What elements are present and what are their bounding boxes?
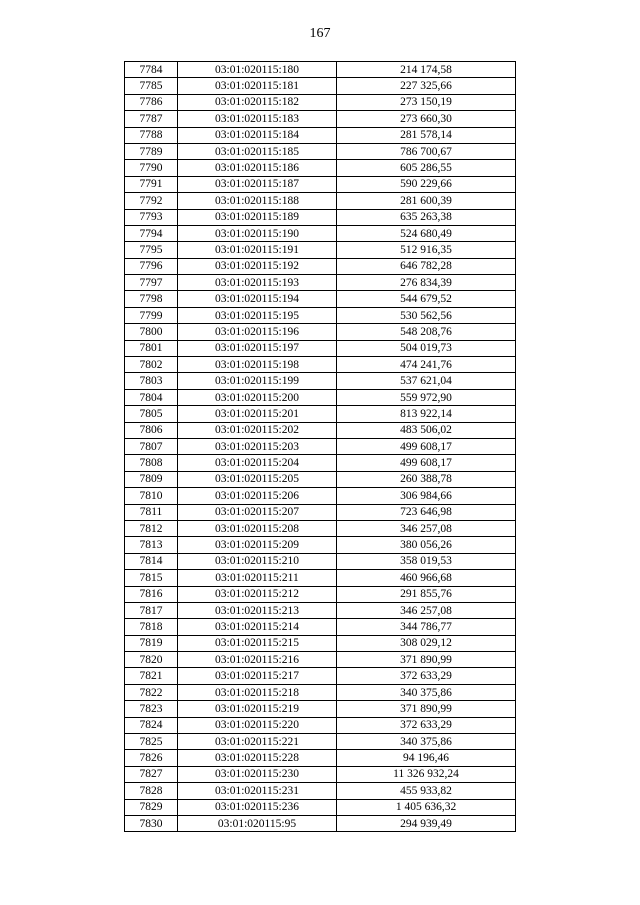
table-row — [125, 127, 516, 143]
cadastral-number-cell: 03:01:020115:192 — [178, 258, 337, 274]
table-row — [125, 176, 516, 192]
row-number-cell: 7794 — [125, 225, 178, 241]
cadastral-number-cell: 03:01:020115:187 — [178, 176, 337, 192]
cadastral-number-cell: 03:01:020115:219 — [178, 701, 337, 717]
cadastral-value-cell: 504 019,73 — [337, 340, 516, 356]
cadastral-number-cell: 03:01:020115:200 — [178, 389, 337, 405]
row-number-cell: 7800 — [125, 324, 178, 340]
cadastral-value-cell: 559 972,90 — [337, 389, 516, 405]
row-number-cell: 7824 — [125, 717, 178, 733]
cadastral-value-cell: 371 890,99 — [337, 652, 516, 668]
cadastral-number-cell: 03:01:020115:205 — [178, 471, 337, 487]
cadastral-value-cell: 380 056,26 — [337, 537, 516, 553]
row-number-cell: 7804 — [125, 389, 178, 405]
cadastral-number-cell: 03:01:020115:181 — [178, 78, 337, 94]
table-row — [125, 783, 516, 799]
table-row — [125, 94, 516, 110]
row-number-cell: 7805 — [125, 406, 178, 422]
table-row — [125, 111, 516, 127]
row-number-cell: 7830 — [125, 815, 178, 831]
table-row — [125, 750, 516, 766]
row-number-cell: 7826 — [125, 750, 178, 766]
table-row — [125, 209, 516, 225]
table-row — [125, 193, 516, 209]
cadastral-number-cell: 03:01:020115:228 — [178, 750, 337, 766]
table-row — [125, 537, 516, 553]
row-number-cell: 7789 — [125, 143, 178, 159]
cadastral-number-cell: 03:01:020115:182 — [178, 94, 337, 110]
cadastral-value-cell: 460 966,68 — [337, 570, 516, 586]
cadastral-value-cell: 635 263,38 — [337, 209, 516, 225]
row-number-cell: 7814 — [125, 553, 178, 569]
cadastral-number-cell: 03:01:020115:95 — [178, 815, 337, 831]
table-row — [125, 242, 516, 258]
cadastral-value-cell: 294 939,49 — [337, 815, 516, 831]
cadastral-number-cell: 03:01:020115:189 — [178, 209, 337, 225]
row-number-cell: 7801 — [125, 340, 178, 356]
row-number-cell: 7817 — [125, 602, 178, 618]
cadastral-number-cell: 03:01:020115:184 — [178, 127, 337, 143]
cadastral-number-cell: 03:01:020115:216 — [178, 652, 337, 668]
cadastral-number-cell: 03:01:020115:185 — [178, 143, 337, 159]
table-row — [125, 635, 516, 651]
cadastral-number-cell: 03:01:020115:201 — [178, 406, 337, 422]
row-number-cell: 7786 — [125, 94, 178, 110]
table-row — [125, 553, 516, 569]
cadastral-value-cell: 340 375,86 — [337, 734, 516, 750]
cadastral-value-cell: 499 608,17 — [337, 455, 516, 471]
cadastral-value-cell: 308 029,12 — [337, 635, 516, 651]
table-row — [125, 373, 516, 389]
table-row — [125, 340, 516, 356]
cadastral-number-cell: 03:01:020115:212 — [178, 586, 337, 602]
row-number-cell: 7798 — [125, 291, 178, 307]
cadastral-value-cell: 499 608,17 — [337, 438, 516, 454]
cadastral-value-cell: 372 633,29 — [337, 668, 516, 684]
row-number-cell: 7791 — [125, 176, 178, 192]
table-row — [125, 160, 516, 176]
table-row — [125, 734, 516, 750]
cadastral-number-cell: 03:01:020115:188 — [178, 193, 337, 209]
cadastral-value-cell: 273 150,19 — [337, 94, 516, 110]
cadastral-value-cell: 340 375,86 — [337, 684, 516, 700]
cadastral-value-cell: 371 890,99 — [337, 701, 516, 717]
cadastral-number-cell: 03:01:020115:193 — [178, 275, 337, 291]
cadastral-value-table — [124, 61, 516, 832]
table-row — [125, 357, 516, 373]
row-number-cell: 7812 — [125, 520, 178, 536]
cadastral-value-cell: 813 922,14 — [337, 406, 516, 422]
table-row — [125, 815, 516, 831]
table-row — [125, 668, 516, 684]
table-row — [125, 701, 516, 717]
cadastral-number-cell: 03:01:020115:214 — [178, 619, 337, 635]
cadastral-value-cell: 276 834,39 — [337, 275, 516, 291]
row-number-cell: 7784 — [125, 62, 178, 78]
row-number-cell: 7818 — [125, 619, 178, 635]
row-number-cell: 7797 — [125, 275, 178, 291]
table-row — [125, 324, 516, 340]
cadastral-number-cell: 03:01:020115:199 — [178, 373, 337, 389]
table-row — [125, 766, 516, 782]
cadastral-value-cell: 346 257,08 — [337, 602, 516, 618]
row-number-cell: 7785 — [125, 78, 178, 94]
row-number-cell: 7828 — [125, 783, 178, 799]
cadastral-number-cell: 03:01:020115:213 — [178, 602, 337, 618]
table-row — [125, 520, 516, 536]
row-number-cell: 7803 — [125, 373, 178, 389]
cadastral-number-cell: 03:01:020115:202 — [178, 422, 337, 438]
cadastral-value-cell: 786 700,67 — [337, 143, 516, 159]
cadastral-value-cell: 530 562,56 — [337, 307, 516, 323]
cadastral-value-cell: 358 019,53 — [337, 553, 516, 569]
cadastral-value-cell: 455 933,82 — [337, 783, 516, 799]
cadastral-number-cell: 03:01:020115:195 — [178, 307, 337, 323]
cadastral-value-cell: 281 600,39 — [337, 193, 516, 209]
cadastral-number-cell: 03:01:020115:209 — [178, 537, 337, 553]
cadastral-number-cell: 03:01:020115:204 — [178, 455, 337, 471]
row-number-cell: 7790 — [125, 160, 178, 176]
cadastral-value-cell: 291 855,76 — [337, 586, 516, 602]
cadastral-value-cell: 273 660,30 — [337, 111, 516, 127]
cadastral-value-cell: 483 506,02 — [337, 422, 516, 438]
table-body — [125, 62, 516, 832]
row-number-cell: 7820 — [125, 652, 178, 668]
cadastral-value-cell: 548 208,76 — [337, 324, 516, 340]
table-row — [125, 406, 516, 422]
table-row — [125, 717, 516, 733]
cadastral-number-cell: 03:01:020115:197 — [178, 340, 337, 356]
row-number-cell: 7799 — [125, 307, 178, 323]
table-row — [125, 438, 516, 454]
row-number-cell: 7821 — [125, 668, 178, 684]
table-row — [125, 488, 516, 504]
row-number-cell: 7792 — [125, 193, 178, 209]
row-number-cell: 7819 — [125, 635, 178, 651]
cadastral-value-cell: 524 680,49 — [337, 225, 516, 241]
row-number-cell: 7813 — [125, 537, 178, 553]
cadastral-value-cell: 260 388,78 — [337, 471, 516, 487]
cadastral-value-cell: 512 916,35 — [337, 242, 516, 258]
cadastral-value-cell: 544 679,52 — [337, 291, 516, 307]
table-row — [125, 258, 516, 274]
cadastral-number-cell: 03:01:020115:183 — [178, 111, 337, 127]
cadastral-number-cell: 03:01:020115:207 — [178, 504, 337, 520]
cadastral-number-cell: 03:01:020115:203 — [178, 438, 337, 454]
table-row — [125, 389, 516, 405]
cadastral-number-cell: 03:01:020115:211 — [178, 570, 337, 586]
row-number-cell: 7806 — [125, 422, 178, 438]
cadastral-number-cell: 03:01:020115:215 — [178, 635, 337, 651]
cadastral-number-cell: 03:01:020115:217 — [178, 668, 337, 684]
row-number-cell: 7825 — [125, 734, 178, 750]
table-row — [125, 143, 516, 159]
table-row — [125, 291, 516, 307]
table-row — [125, 619, 516, 635]
row-number-cell: 7788 — [125, 127, 178, 143]
table-row — [125, 275, 516, 291]
row-number-cell: 7807 — [125, 438, 178, 454]
table-row — [125, 652, 516, 668]
row-number-cell: 7816 — [125, 586, 178, 602]
cadastral-number-cell: 03:01:020115:231 — [178, 783, 337, 799]
row-number-cell: 7808 — [125, 455, 178, 471]
cadastral-value-cell: 214 174,58 — [337, 62, 516, 78]
cadastral-number-cell: 03:01:020115:191 — [178, 242, 337, 258]
table-row — [125, 422, 516, 438]
cadastral-value-cell: 346 257,08 — [337, 520, 516, 536]
table-row — [125, 455, 516, 471]
cadastral-number-cell: 03:01:020115:236 — [178, 799, 337, 815]
table-row — [125, 586, 516, 602]
cadastral-number-cell: 03:01:020115:221 — [178, 734, 337, 750]
table-row — [125, 602, 516, 618]
row-number-cell: 7787 — [125, 111, 178, 127]
cadastral-value-cell: 372 633,29 — [337, 717, 516, 733]
cadastral-value-cell: 590 229,66 — [337, 176, 516, 192]
cadastral-value-cell: 537 621,04 — [337, 373, 516, 389]
cadastral-number-cell: 03:01:020115:198 — [178, 357, 337, 373]
page-number: 167 — [309, 26, 331, 41]
cadastral-value-cell: 344 786,77 — [337, 619, 516, 635]
cadastral-number-cell: 03:01:020115:186 — [178, 160, 337, 176]
cadastral-number-cell: 03:01:020115:210 — [178, 553, 337, 569]
cadastral-number-cell: 03:01:020115:180 — [178, 62, 337, 78]
table-row — [125, 570, 516, 586]
row-number-cell: 7809 — [125, 471, 178, 487]
table-row — [125, 78, 516, 94]
row-number-cell: 7810 — [125, 488, 178, 504]
row-number-cell: 7823 — [125, 701, 178, 717]
table-row — [125, 684, 516, 700]
row-number-cell: 7822 — [125, 684, 178, 700]
table-row — [125, 307, 516, 323]
cadastral-value-cell: 1 405 636,32 — [337, 799, 516, 815]
cadastral-value-cell: 605 286,55 — [337, 160, 516, 176]
row-number-cell: 7815 — [125, 570, 178, 586]
table-row — [125, 504, 516, 520]
cadastral-number-cell: 03:01:020115:206 — [178, 488, 337, 504]
table-row — [125, 471, 516, 487]
table-row — [125, 225, 516, 241]
cadastral-value-cell: 306 984,66 — [337, 488, 516, 504]
row-number-cell: 7802 — [125, 357, 178, 373]
cadastral-value-cell: 281 578,14 — [337, 127, 516, 143]
cadastral-number-cell: 03:01:020115:230 — [178, 766, 337, 782]
cadastral-value-cell: 646 782,28 — [337, 258, 516, 274]
cadastral-number-cell: 03:01:020115:218 — [178, 684, 337, 700]
cadastral-number-cell: 03:01:020115:220 — [178, 717, 337, 733]
cadastral-number-cell: 03:01:020115:208 — [178, 520, 337, 536]
row-number-cell: 7796 — [125, 258, 178, 274]
table-row — [125, 799, 516, 815]
cadastral-number-cell: 03:01:020115:194 — [178, 291, 337, 307]
row-number-cell: 7793 — [125, 209, 178, 225]
cadastral-value-cell: 11 326 932,24 — [337, 766, 516, 782]
row-number-cell: 7795 — [125, 242, 178, 258]
table-row — [125, 62, 516, 78]
cadastral-value-cell: 227 325,66 — [337, 78, 516, 94]
cadastral-number-cell: 03:01:020115:190 — [178, 225, 337, 241]
row-number-cell: 7827 — [125, 766, 178, 782]
cadastral-value-cell: 94 196,46 — [337, 750, 516, 766]
cadastral-value-cell: 723 646,98 — [337, 504, 516, 520]
cadastral-value-cell: 474 241,76 — [337, 357, 516, 373]
row-number-cell: 7829 — [125, 799, 178, 815]
row-number-cell: 7811 — [125, 504, 178, 520]
cadastral-number-cell: 03:01:020115:196 — [178, 324, 337, 340]
